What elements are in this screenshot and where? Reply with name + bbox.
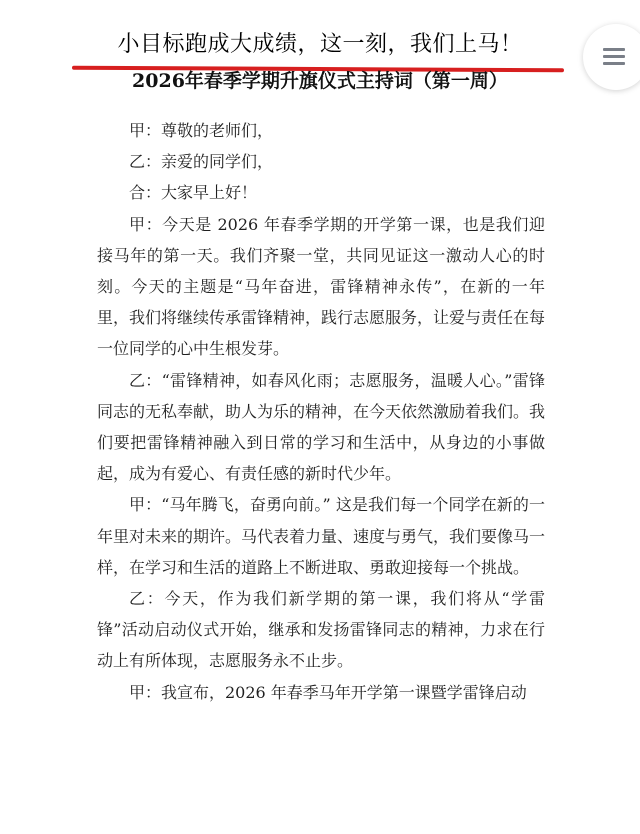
document-title: 2026年春季学期升旗仪式主持词（第一周） — [132, 70, 508, 92]
document-body — [97, 115, 545, 708]
paragraph: 甲：我宣布，2026 年春季马年开学第一课暨学雷锋启动 — [129, 682, 527, 702]
hamburger-line — [603, 62, 625, 65]
hamburger-menu-icon — [603, 48, 625, 51]
paragraph: 乙：今天，作为我们新学期的第一课，我们将从“学雷锋”活动启动仪式开始，继承和发扬雷锋同志的精神，力求在行动上有所体现，志愿服务永不止步。 — [97, 589, 545, 671]
paragraph: 乙：“雷锋精神，如春风化雨；志愿服务，温暖人心。”雷锋同志的无私奉献，助人为乐的精神，在今天依然激励着我们。我们要把雷锋精神融入到日常的学习和生活中，从身边的小事做起，成为有爱心、有责任感的新时代少年。 — [97, 370, 546, 484]
paragraph: 甲：“马年腾飞，奋勇向前。” 这是我们每一个同学在新的一年里对未来的期许。马代表着力量、速度与勇气，我们要像马一样，在学习和生活的道路上不断进取、勇敢迎接每一个挑战。 — [97, 495, 546, 577]
paragraph: 合：大家早上好！ — [129, 183, 258, 203]
paragraph: 乙：亲爱的同学们， — [129, 152, 274, 172]
menu-button[interactable] — [583, 24, 640, 90]
top-banner — [0, 0, 640, 60]
hamburger-line — [603, 55, 625, 58]
paragraph: 甲：今天是 2026 年春季学期的开学第一课，也是我们迎接马年的第一天。我们齐聚一堂，共同见证这一激动人心的时刻。今天的主题是“马年奋进，雷锋精神永传”，在新的一年里，我们将继续传承雷锋精神，践行志愿服务，让爱与责任在每一位同学的心中生根发芽。 — [97, 214, 546, 359]
banner-headline: 小目标跑成大成绩，这一刻，我们上马！ — [117, 32, 523, 57]
paragraph: 甲：尊敬的老师们， — [129, 121, 274, 140]
